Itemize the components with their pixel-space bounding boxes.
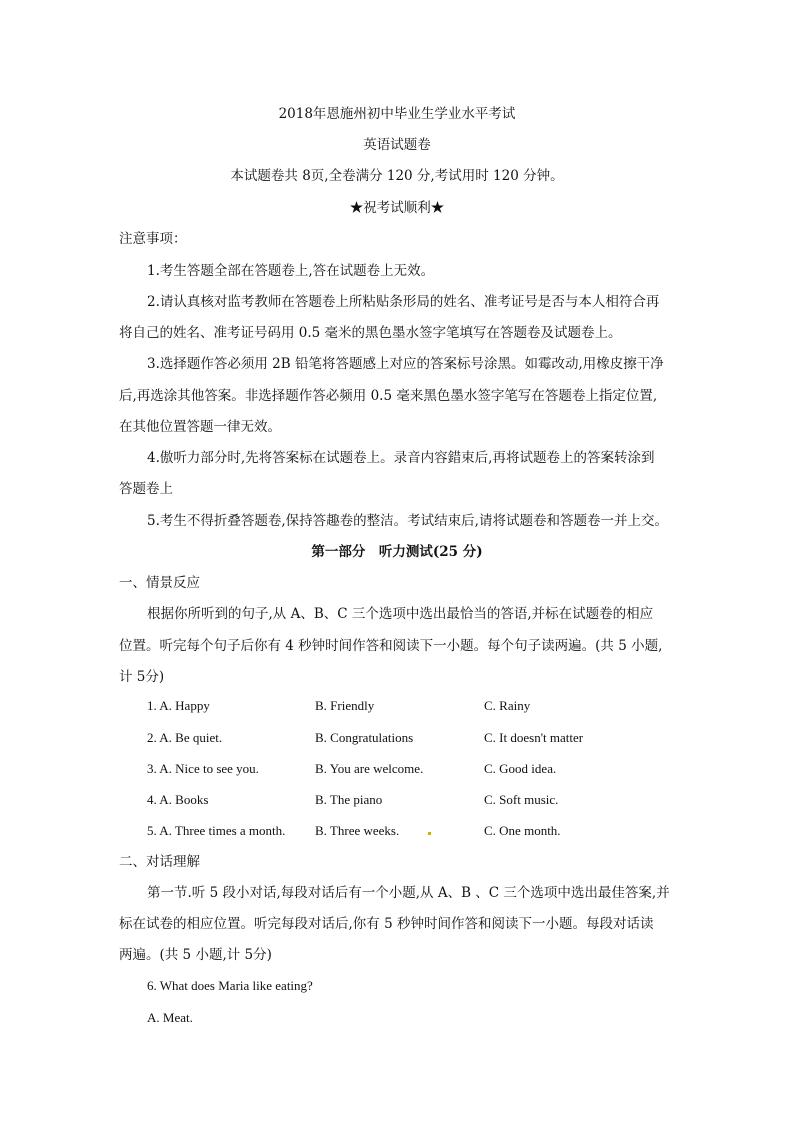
section-1-instructions-line-2: 位置。听完每个句子后你有 4 秒钟时间作答和阅读下一小题。每个句子读两遍。(共 5 小题, (119, 638, 663, 654)
question-2-option-c: C. It doesn't matter (484, 730, 584, 745)
section-2-title: 二、对话理解 (119, 854, 200, 870)
notice-item-4-line-1: 4.傲听力部分时,先将答案标在试题卷上。录音内容錯束后,再将试题卷上的答案转涂到 (147, 450, 655, 466)
section-2-instructions-line-1: 第一节.听 5 段小对话,每段对话后有一个小题,从 A、B 、C 三个选项中选出最佳答案,并 (147, 885, 670, 901)
question-5-option-c: C. One month. (484, 823, 561, 838)
notice-item-5: 5.考生不得折叠答题卷,保持答趣卷的整洁。考试结束后,请将试题卷和答题卷一并上交。 (147, 513, 668, 529)
exam-subtitle: 英语试题卷 (363, 137, 431, 153)
question-5-option-a: 5. A. Three times a month. (147, 823, 286, 838)
notice-heading: 注意事项： (119, 231, 187, 247)
question-4-option-b: B. The piano (315, 792, 383, 807)
question-1-option-b: B. Friendly (315, 698, 375, 713)
question-2-option-b: B. Congratulations (315, 730, 414, 745)
section-1-title: 一、情景反应 (119, 575, 200, 591)
part-1-heading: 第一部分 听力测试(25 分) (311, 544, 483, 560)
question-1-option-c: C. Rainy (484, 698, 531, 713)
section-2-instructions-line-3: 两遍。(共 5 小题,计 5分) (119, 947, 272, 963)
notice-item-3-line-2: 后,再选涂其他答案。非选择题作答必频用 0.5 毫来黑色墨水签字笔写在答题卷上指定位置, (119, 388, 658, 404)
exam-wish: ★祝考试顺利★ (349, 200, 445, 216)
question-2-option-a: 2. A. Be quiet. (147, 730, 223, 745)
section-2-instructions-line-2: 标在试卷的相应位置。听完每段对话后,你有 5 秒钟时间作答和阅读下一小题。每段对话读 (119, 916, 654, 932)
section-1-instructions-line-1: 根据你所听到的句子,从 A、B、C 三个选项中选出最恰当的答语,并标在试题卷的相应 (147, 606, 654, 622)
notice-item-3-line-3: 在其他位置答题一律无效。 (119, 419, 281, 435)
question-1-option-a: 1. A. Happy (147, 698, 210, 713)
notice-item-2-line-2: 将自己的姓名、准考证号码用 0.5 毫米的黑色墨水签字笔填写在答题卷及试题卷上。 (119, 325, 622, 341)
question-3-option-b: B. You are welcome. (315, 761, 424, 776)
notice-item-1: 1.考生答题全部在答题卷上,答在试题卷上无效。 (147, 263, 435, 279)
notice-item-2-line-1: 2.请认真核对监考教师在答题卷上所粘贴条形局的姓名、准考证号是否与本人相符合再 (147, 294, 660, 310)
stray-mark (428, 832, 431, 835)
question-6-option-a: A. Meat. (147, 1010, 193, 1025)
question-3-option-a: 3. A. Nice to see you. (147, 761, 259, 776)
question-4-option-a: 4. A. Books (147, 792, 209, 807)
question-3-option-c: C. Good idea. (484, 761, 557, 776)
question-5-option-b: B. Three weeks. (315, 823, 400, 838)
question-6: 6. What does Maria like eating? (147, 978, 313, 993)
notice-item-4-line-2: 答题卷上 (119, 481, 173, 497)
notice-item-3-line-1: 3.选择题作答必须用 2B 铅笔将答题感上对应的答案标号涂黑。如霉改动,用橡皮擦干净 (147, 356, 664, 372)
question-4-option-c: C. Soft music. (484, 792, 559, 807)
exam-info: 本试题卷共 8页,全卷满分 120 分,考试用时 120 分钟。 (230, 168, 564, 184)
section-1-instructions-line-3: 计 5分) (119, 669, 165, 685)
exam-title: 2018年恩施州初中毕业生学业水平考试 (278, 106, 516, 122)
